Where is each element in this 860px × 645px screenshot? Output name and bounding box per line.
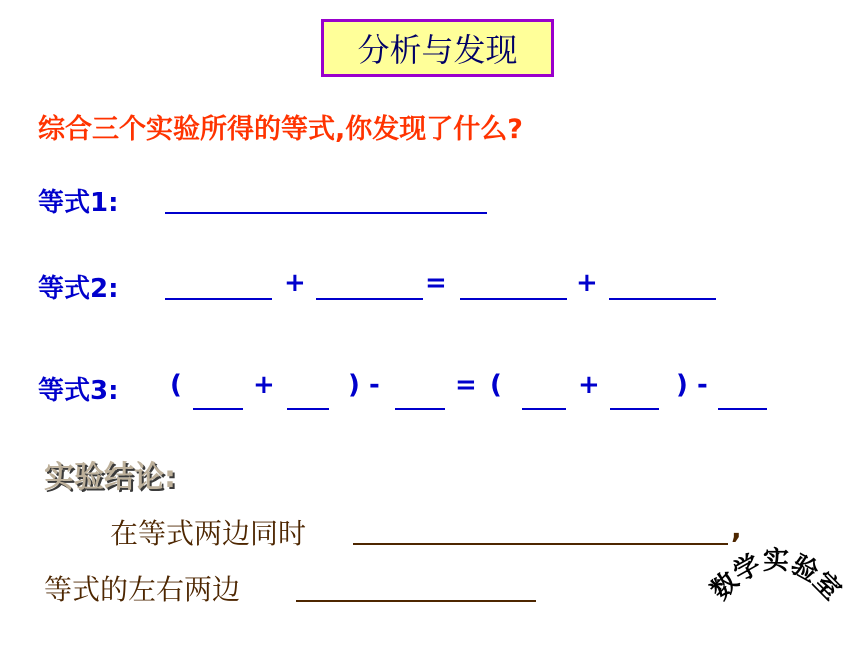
equation-3-label: 等式3: <box>38 376 119 406</box>
conclusion-line-2: 等式的左右两边 <box>44 573 241 606</box>
equation-1-blank[interactable] <box>165 212 487 214</box>
conclusion-blank-2[interactable] <box>296 600 536 602</box>
conclusion-line-1: 在等式两边同时 <box>110 517 307 550</box>
equation-2-plus-2: + <box>576 268 598 298</box>
equation-3-plus-2: + <box>578 370 600 400</box>
math-lab-stamp <box>700 525 850 625</box>
math-lab-stamp-text: 数学实验室 <box>705 545 847 607</box>
equation-2-equals: = <box>425 268 447 298</box>
equation-3-blank-1[interactable] <box>193 408 243 410</box>
equation-2-blank-2[interactable] <box>316 298 423 300</box>
equation-2-blank-4[interactable] <box>609 298 716 300</box>
equation-3-close-paren-1: ) <box>348 370 360 400</box>
equation-2-label: 等式2: <box>38 274 119 304</box>
equation-3-blank-6[interactable] <box>718 408 767 410</box>
equation-3-plus-1: + <box>253 370 275 400</box>
question-text: 综合三个实验所得的等式,你发现了什么? <box>38 114 523 145</box>
conclusion-line-1-comma: , <box>731 512 742 545</box>
equation-3-blank-5[interactable] <box>610 408 659 410</box>
conclusion-blank-1[interactable] <box>353 543 728 545</box>
equation-3-close-paren-2: ) <box>676 370 688 400</box>
equation-3-minus-1: - <box>369 370 380 400</box>
equation-2-blank-3[interactable] <box>460 298 567 300</box>
equation-3-equals: = <box>455 370 477 400</box>
conclusion-heading: 实验结论: <box>44 460 176 495</box>
equation-3-open-paren-1: ( <box>170 370 182 400</box>
equation-3-open-paren-2: ( <box>490 370 502 400</box>
equation-3-blank-2[interactable] <box>287 408 329 410</box>
equation-3-blank-3[interactable] <box>395 408 445 410</box>
equation-3-blank-4[interactable] <box>522 408 566 410</box>
equation-1-label: 等式1: <box>38 188 119 218</box>
equation-2-blank-1[interactable] <box>165 298 272 300</box>
equation-3-minus-2: - <box>697 370 708 400</box>
page-title: 分析与发现 <box>321 19 554 77</box>
equation-2-plus-1: + <box>284 268 306 298</box>
